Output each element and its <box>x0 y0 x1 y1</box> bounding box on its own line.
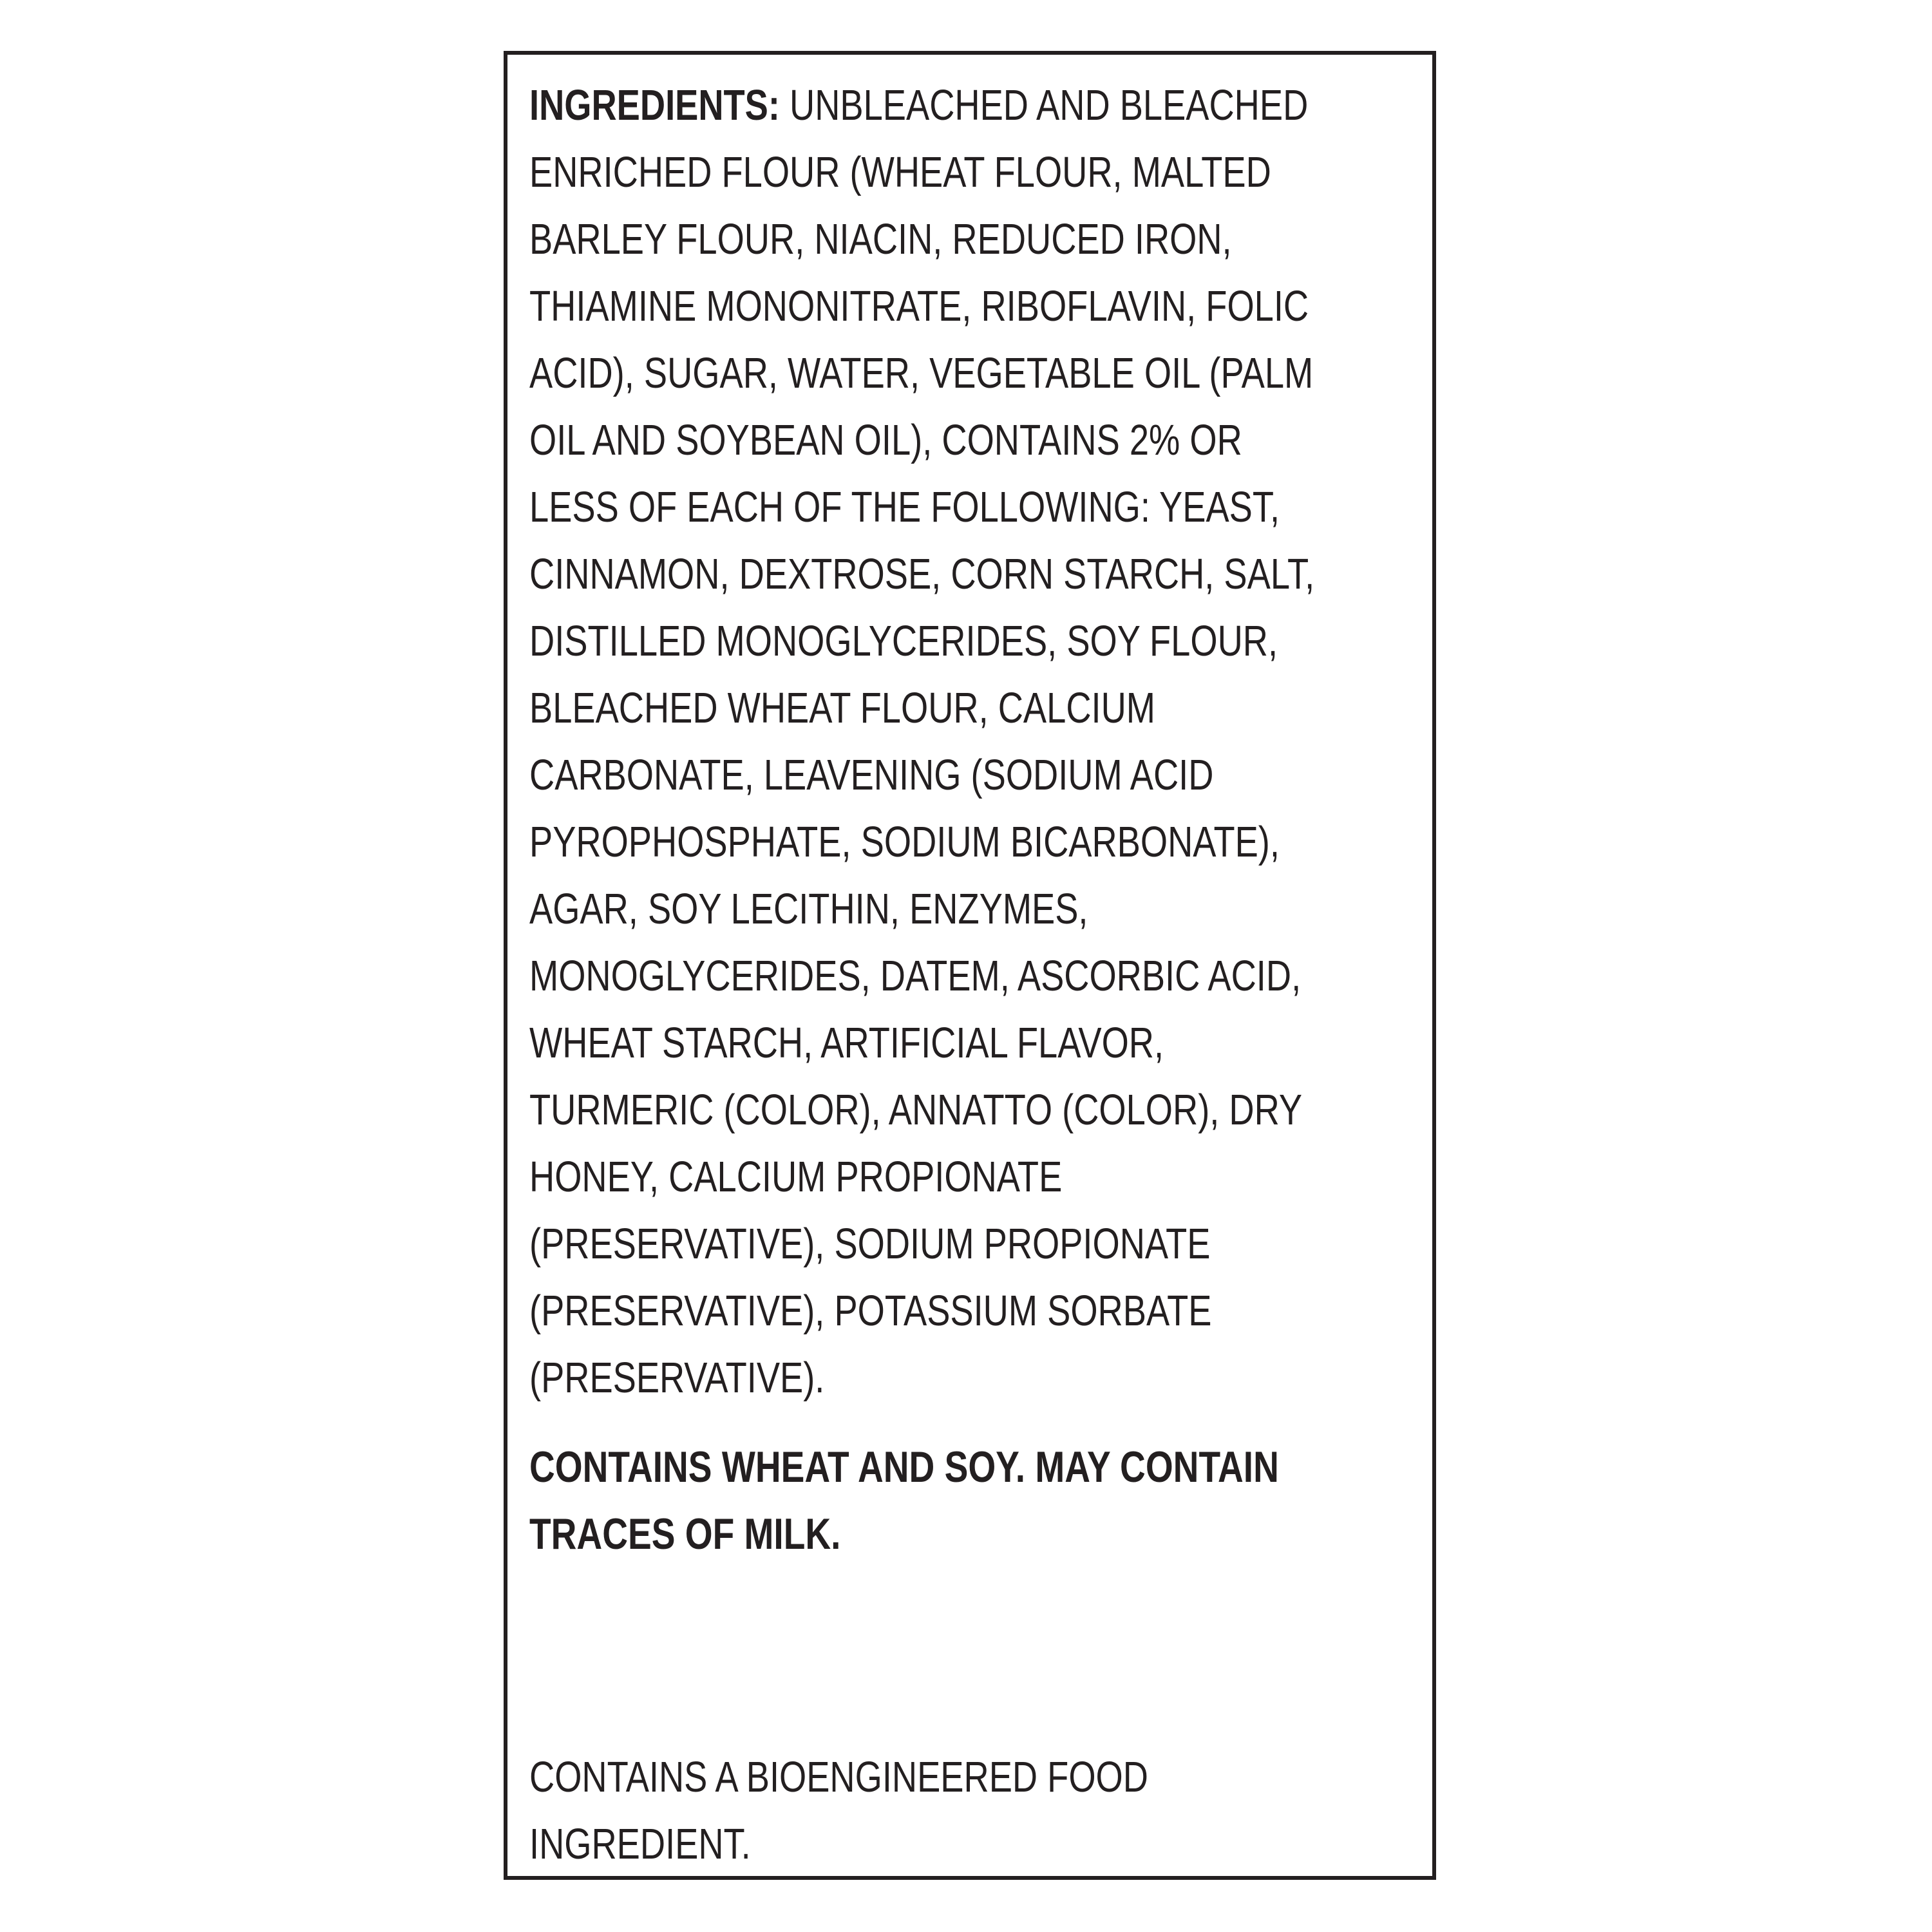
ingredients-line: LESS OF EACH OF THE FOLLOWING: YEAST, <box>529 483 1280 531</box>
bioengineered-disclosure <box>529 1744 1426 1878</box>
ingredients-line: CARBONATE, LEAVENING (SODIUM ACID <box>529 751 1214 799</box>
allergen-line: TRACES OF MILK. <box>529 1510 841 1558</box>
ingredients-heading: INGREDIENTS: <box>529 81 780 129</box>
ingredients-line: DISTILLED MONOGLYCERIDES, SOY FLOUR, <box>529 617 1278 665</box>
allergen-line: CONTAINS WHEAT AND SOY. MAY CONTAIN <box>529 1443 1279 1492</box>
bioengineered-line: CONTAINS A BIOENGINEERED FOOD <box>529 1753 1148 1801</box>
ingredients-line: ENRICHED FLOUR (WHEAT FLOUR, MALTED <box>529 148 1271 196</box>
ingredients-line: TURMERIC (COLOR), ANNATTO (COLOR), DRY <box>529 1086 1303 1134</box>
ingredients-line: (PRESERVATIVE). <box>529 1354 825 1402</box>
ingredients-line: (PRESERVATIVE), SODIUM PROPIONATE <box>529 1220 1211 1268</box>
ingredients-line: THIAMINE MONONITRATE, RIBOFLAVIN, FOLIC <box>529 282 1309 330</box>
ingredients-statement <box>529 72 1426 1412</box>
ingredients-line: (PRESERVATIVE), POTASSIUM SORBATE <box>529 1287 1212 1335</box>
ingredients-line: AGAR, SOY LECITHIN, ENZYMES, <box>529 885 1088 933</box>
ingredients-line: OIL AND SOYBEAN OIL), CONTAINS 2% OR <box>529 416 1242 464</box>
ingredients-line: PYROPHOSPHATE, SODIUM BICARBONATE), <box>529 818 1280 866</box>
bioengineered-line: INGREDIENT. <box>529 1820 751 1868</box>
ingredients-line: HONEY, CALCIUM PROPIONATE <box>529 1153 1063 1201</box>
ingredients-line <box>529 72 1426 139</box>
ingredients-line: WHEAT STARCH, ARTIFICIAL FLAVOR, <box>529 1019 1164 1067</box>
allergen-statement <box>529 1434 1426 1567</box>
ingredients-line-text: UNBLEACHED AND BLEACHED <box>779 81 1309 129</box>
ingredients-line: ACID), SUGAR, WATER, VEGETABLE OIL (PALM <box>529 349 1314 397</box>
ingredients-line: BLEACHED WHEAT FLOUR, CALCIUM <box>529 684 1155 732</box>
ingredients-line: BARLEY FLOUR, NIACIN, REDUCED IRON, <box>529 215 1232 263</box>
ingredients-line: CINNAMON, DEXTROSE, CORN STARCH, SALT, <box>529 550 1315 598</box>
ingredients-line: MONOGLYCERIDES, DATEM, ASCORBIC ACID, <box>529 952 1302 1000</box>
